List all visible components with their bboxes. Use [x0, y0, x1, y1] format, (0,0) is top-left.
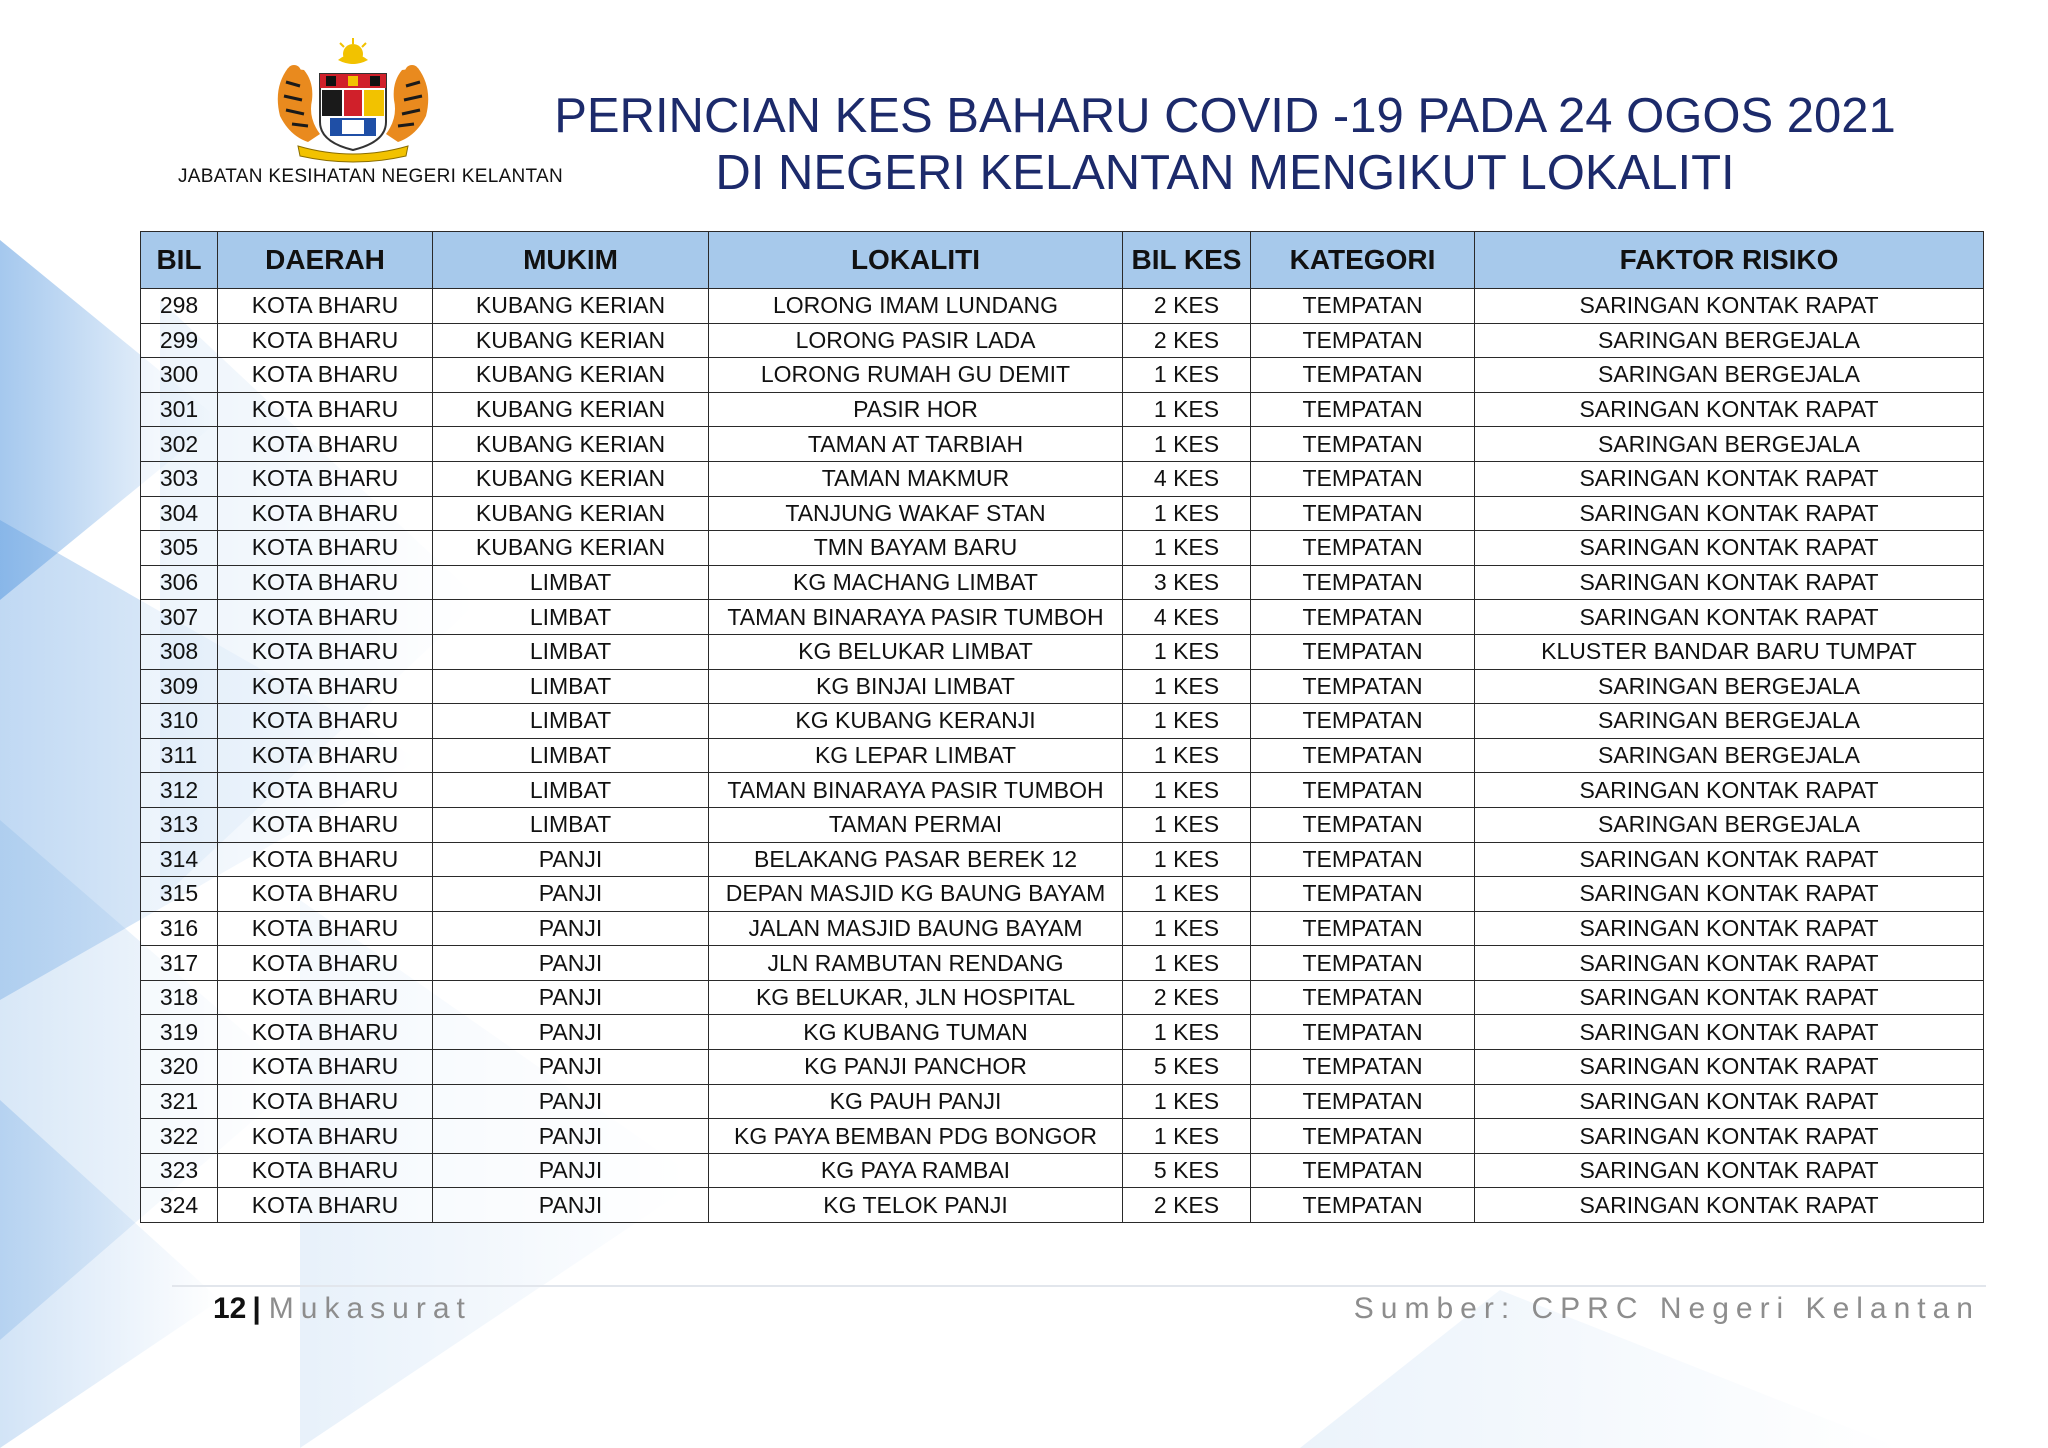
table-row [141, 704, 1984, 739]
kategori-cell: TEMPATAN [1251, 289, 1475, 324]
daerah-cell: KOTA BHARU [218, 427, 433, 462]
faktor-risiko-cell: SARINGAN BERGEJALA [1475, 807, 1984, 842]
table-row [141, 358, 1984, 393]
kategori-cell: TEMPATAN [1251, 531, 1475, 566]
footer-divider [172, 1285, 1986, 1287]
table-row [141, 289, 1984, 324]
kategori-cell: TEMPATAN [1251, 1153, 1475, 1188]
column-header: BIL KES [1123, 232, 1251, 289]
mukim-cell: PANJI [433, 842, 709, 877]
lokaliti-cell: JLN RAMBUTAN RENDANG [709, 946, 1123, 981]
lokaliti-cell: BELAKANG PASAR BEREK 12 [709, 842, 1123, 877]
mukim-cell: PANJI [433, 1050, 709, 1085]
cases-table [140, 231, 1984, 1223]
lokaliti-cell: TAMAN PERMAI [709, 807, 1123, 842]
bil-kes-cell: 5 KES [1123, 1153, 1251, 1188]
mukim-cell: LIMBAT [433, 807, 709, 842]
daerah-cell: KOTA BHARU [218, 358, 433, 393]
kategori-cell: TEMPATAN [1251, 807, 1475, 842]
mukim-cell: KUBANG KERIAN [433, 289, 709, 324]
faktor-risiko-cell: SARINGAN KONTAK RAPAT [1475, 1050, 1984, 1085]
lokaliti-cell: KG BELUKAR, JLN HOSPITAL [709, 980, 1123, 1015]
faktor-risiko-cell: SARINGAN KONTAK RAPAT [1475, 600, 1984, 635]
daerah-cell: KOTA BHARU [218, 773, 433, 808]
mukim-cell: KUBANG KERIAN [433, 323, 709, 358]
bil-cell: 300 [141, 358, 218, 393]
table-row [141, 773, 1984, 808]
faktor-risiko-cell: SARINGAN KONTAK RAPAT [1475, 531, 1984, 566]
mukim-cell: KUBANG KERIAN [433, 461, 709, 496]
lokaliti-cell: KG KUBANG TUMAN [709, 1015, 1123, 1050]
bil-cell: 310 [141, 704, 218, 739]
kategori-cell: TEMPATAN [1251, 323, 1475, 358]
bil-kes-cell: 1 KES [1123, 496, 1251, 531]
bil-kes-cell: 5 KES [1123, 1050, 1251, 1085]
daerah-cell: KOTA BHARU [218, 289, 433, 324]
table-row [141, 427, 1984, 462]
kategori-cell: TEMPATAN [1251, 1050, 1475, 1085]
bil-cell: 324 [141, 1188, 218, 1223]
table-row [141, 600, 1984, 635]
faktor-risiko-cell: SARINGAN KONTAK RAPAT [1475, 1084, 1984, 1119]
lokaliti-cell: KG TELOK PANJI [709, 1188, 1123, 1223]
daerah-cell: KOTA BHARU [218, 1188, 433, 1223]
bil-cell: 306 [141, 565, 218, 600]
bil-kes-cell: 1 KES [1123, 1015, 1251, 1050]
bil-kes-cell: 1 KES [1123, 358, 1251, 393]
table-row [141, 669, 1984, 704]
kategori-cell: TEMPATAN [1251, 1084, 1475, 1119]
daerah-cell: KOTA BHARU [218, 911, 433, 946]
lokaliti-cell: KG BELUKAR LIMBAT [709, 634, 1123, 669]
bil-kes-cell: 4 KES [1123, 461, 1251, 496]
table-body [141, 289, 1984, 1223]
lokaliti-cell: TMN BAYAM BARU [709, 531, 1123, 566]
lokaliti-cell: PASIR HOR [709, 392, 1123, 427]
daerah-cell: KOTA BHARU [218, 323, 433, 358]
title-line-1: PERINCIAN KES BAHARU COVID -19 PADA 24 OGOS 2021 [554, 89, 1896, 143]
lokaliti-cell: KG PANJI PANCHOR [709, 1050, 1123, 1085]
bil-cell: 320 [141, 1050, 218, 1085]
faktor-risiko-cell: SARINGAN KONTAK RAPAT [1475, 1015, 1984, 1050]
kategori-cell: TEMPATAN [1251, 773, 1475, 808]
lokaliti-cell: KG KUBANG KERANJI [709, 704, 1123, 739]
bil-kes-cell: 2 KES [1123, 1188, 1251, 1223]
lokaliti-cell: KG BINJAI LIMBAT [709, 669, 1123, 704]
bil-cell: 323 [141, 1153, 218, 1188]
faktor-risiko-cell: SARINGAN BERGEJALA [1475, 704, 1984, 739]
kategori-cell: TEMPATAN [1251, 738, 1475, 773]
daerah-cell: KOTA BHARU [218, 807, 433, 842]
bil-kes-cell: 1 KES [1123, 807, 1251, 842]
mukim-cell: PANJI [433, 1015, 709, 1050]
mukim-cell: LIMBAT [433, 738, 709, 773]
bil-cell: 299 [141, 323, 218, 358]
mukim-cell: LIMBAT [433, 669, 709, 704]
lokaliti-cell: KG PAUH PANJI [709, 1084, 1123, 1119]
lokaliti-cell: JALAN MASJID BAUNG BAYAM [709, 911, 1123, 946]
kategori-cell: TEMPATAN [1251, 946, 1475, 981]
faktor-risiko-cell: SARINGAN BERGEJALA [1475, 358, 1984, 393]
kategori-cell: TEMPATAN [1251, 1188, 1475, 1223]
bil-cell: 309 [141, 669, 218, 704]
faktor-risiko-cell: KLUSTER BANDAR BARU TUMPAT [1475, 634, 1984, 669]
table-row [141, 1153, 1984, 1188]
organization-name: JABATAN KESIHATAN NEGERI KELANTAN [178, 166, 564, 187]
faktor-risiko-cell: SARINGAN KONTAK RAPAT [1475, 461, 1984, 496]
mukim-cell: PANJI [433, 877, 709, 912]
mukim-cell: KUBANG KERIAN [433, 358, 709, 393]
table-row [141, 565, 1984, 600]
lokaliti-cell: TANJUNG WAKAF STAN [709, 496, 1123, 531]
bil-kes-cell: 3 KES [1123, 565, 1251, 600]
daerah-cell: KOTA BHARU [218, 842, 433, 877]
bil-cell: 303 [141, 461, 218, 496]
table-row [141, 1084, 1984, 1119]
kategori-cell: TEMPATAN [1251, 565, 1475, 600]
bil-kes-cell: 1 KES [1123, 1084, 1251, 1119]
faktor-risiko-cell: SARINGAN KONTAK RAPAT [1475, 496, 1984, 531]
bil-cell: 316 [141, 911, 218, 946]
faktor-risiko-cell: SARINGAN KONTAK RAPAT [1475, 1119, 1984, 1154]
kategori-cell: TEMPATAN [1251, 427, 1475, 462]
mukim-cell: PANJI [433, 1119, 709, 1154]
bil-kes-cell: 1 KES [1123, 634, 1251, 669]
table-row [141, 738, 1984, 773]
daerah-cell: KOTA BHARU [218, 565, 433, 600]
table-row [141, 877, 1984, 912]
mukim-cell: PANJI [433, 911, 709, 946]
daerah-cell: KOTA BHARU [218, 1153, 433, 1188]
table-row [141, 323, 1984, 358]
bil-cell: 312 [141, 773, 218, 808]
kategori-cell: TEMPATAN [1251, 600, 1475, 635]
bil-kes-cell: 1 KES [1123, 1119, 1251, 1154]
table-row [141, 531, 1984, 566]
table-row [141, 461, 1984, 496]
faktor-risiko-cell: SARINGAN BERGEJALA [1475, 427, 1984, 462]
bil-cell: 319 [141, 1015, 218, 1050]
daerah-cell: KOTA BHARU [218, 392, 433, 427]
bil-cell: 305 [141, 531, 218, 566]
lokaliti-cell: LORONG PASIR LADA [709, 323, 1123, 358]
lokaliti-cell: KG MACHANG LIMBAT [709, 565, 1123, 600]
lokaliti-cell: TAMAN AT TARBIAH [709, 427, 1123, 462]
bil-kes-cell: 1 KES [1123, 531, 1251, 566]
bil-kes-cell: 1 KES [1123, 427, 1251, 462]
bil-kes-cell: 2 KES [1123, 980, 1251, 1015]
kategori-cell: TEMPATAN [1251, 634, 1475, 669]
bil-kes-cell: 1 KES [1123, 911, 1251, 946]
mukim-cell: LIMBAT [433, 773, 709, 808]
faktor-risiko-cell: SARINGAN KONTAK RAPAT [1475, 289, 1984, 324]
bil-kes-cell: 1 KES [1123, 946, 1251, 981]
kategori-cell: TEMPATAN [1251, 669, 1475, 704]
lokaliti-cell: LORONG IMAM LUNDANG [709, 289, 1123, 324]
column-header: BIL [141, 232, 218, 289]
table-row [141, 1119, 1984, 1154]
kategori-cell: TEMPATAN [1251, 496, 1475, 531]
faktor-risiko-cell: SARINGAN KONTAK RAPAT [1475, 1153, 1984, 1188]
bil-cell: 318 [141, 980, 218, 1015]
daerah-cell: KOTA BHARU [218, 980, 433, 1015]
column-header: MUKIM [433, 232, 709, 289]
kategori-cell: TEMPATAN [1251, 980, 1475, 1015]
faktor-risiko-cell: SARINGAN KONTAK RAPAT [1475, 1188, 1984, 1223]
bil-kes-cell: 2 KES [1123, 323, 1251, 358]
daerah-cell: KOTA BHARU [218, 877, 433, 912]
mukim-cell: LIMBAT [433, 565, 709, 600]
kategori-cell: TEMPATAN [1251, 1119, 1475, 1154]
page-separator: | [252, 1292, 261, 1325]
bil-kes-cell: 1 KES [1123, 877, 1251, 912]
faktor-risiko-cell: SARINGAN KONTAK RAPAT [1475, 877, 1984, 912]
mukim-cell: KUBANG KERIAN [433, 531, 709, 566]
mukim-cell: PANJI [433, 1084, 709, 1119]
page-indicator [213, 1292, 472, 1326]
bil-kes-cell: 1 KES [1123, 392, 1251, 427]
daerah-cell: KOTA BHARU [218, 531, 433, 566]
table-row [141, 1188, 1984, 1223]
faktor-risiko-cell: SARINGAN BERGEJALA [1475, 738, 1984, 773]
faktor-risiko-cell: SARINGAN KONTAK RAPAT [1475, 946, 1984, 981]
bil-kes-cell: 1 KES [1123, 842, 1251, 877]
column-header: DAERAH [218, 232, 433, 289]
faktor-risiko-cell: SARINGAN KONTAK RAPAT [1475, 565, 1984, 600]
faktor-risiko-cell: SARINGAN KONTAK RAPAT [1475, 842, 1984, 877]
table-row [141, 842, 1984, 877]
table-row [141, 946, 1984, 981]
kategori-cell: TEMPATAN [1251, 704, 1475, 739]
mukim-cell: LIMBAT [433, 704, 709, 739]
bil-cell: 301 [141, 392, 218, 427]
bil-cell: 313 [141, 807, 218, 842]
faktor-risiko-cell: SARINGAN KONTAK RAPAT [1475, 911, 1984, 946]
daerah-cell: KOTA BHARU [218, 600, 433, 635]
title-line-2: DI NEGERI KELANTAN MENGIKUT LOKALITI [715, 146, 1735, 200]
daerah-cell: KOTA BHARU [218, 1050, 433, 1085]
lokaliti-cell: TAMAN BINARAYA PASIR TUMBOH [709, 773, 1123, 808]
page-word: Mukasurat [268, 1292, 472, 1325]
kategori-cell: TEMPATAN [1251, 1015, 1475, 1050]
mukim-cell: PANJI [433, 980, 709, 1015]
kategori-cell: TEMPATAN [1251, 911, 1475, 946]
bil-kes-cell: 1 KES [1123, 704, 1251, 739]
kategori-cell: TEMPATAN [1251, 877, 1475, 912]
document-header [0, 0, 2048, 220]
mukim-cell: KUBANG KERIAN [433, 392, 709, 427]
bil-cell: 307 [141, 600, 218, 635]
faktor-risiko-cell: SARINGAN KONTAK RAPAT [1475, 980, 1984, 1015]
daerah-cell: KOTA BHARU [218, 634, 433, 669]
bil-cell: 308 [141, 634, 218, 669]
lokaliti-cell: TAMAN MAKMUR [709, 461, 1123, 496]
table-row [141, 392, 1984, 427]
faktor-risiko-cell: SARINGAN BERGEJALA [1475, 323, 1984, 358]
mukim-cell: KUBANG KERIAN [433, 496, 709, 531]
lokaliti-cell: LORONG RUMAH GU DEMIT [709, 358, 1123, 393]
kategori-cell: TEMPATAN [1251, 392, 1475, 427]
table-row [141, 980, 1984, 1015]
table-row [141, 911, 1984, 946]
mukim-cell: PANJI [433, 1188, 709, 1223]
faktor-risiko-cell: SARINGAN KONTAK RAPAT [1475, 773, 1984, 808]
daerah-cell: KOTA BHARU [218, 1084, 433, 1119]
bil-cell: 315 [141, 877, 218, 912]
table-row [141, 1050, 1984, 1085]
daerah-cell: KOTA BHARU [218, 704, 433, 739]
page-title [530, 88, 1920, 202]
header-row [141, 232, 1984, 289]
page-number: 12 [213, 1292, 247, 1325]
lokaliti-cell: KG PAYA RAMBAI [709, 1153, 1123, 1188]
daerah-cell: KOTA BHARU [218, 738, 433, 773]
lokaliti-cell: KG LEPAR LIMBAT [709, 738, 1123, 773]
daerah-cell: KOTA BHARU [218, 669, 433, 704]
table-row [141, 496, 1984, 531]
table-header [141, 232, 1984, 289]
lokaliti-cell: DEPAN MASJID KG BAUNG BAYAM [709, 877, 1123, 912]
bil-cell: 298 [141, 289, 218, 324]
bil-cell: 314 [141, 842, 218, 877]
bil-cell: 304 [141, 496, 218, 531]
mukim-cell: KUBANG KERIAN [433, 427, 709, 462]
faktor-risiko-cell: SARINGAN KONTAK RAPAT [1475, 392, 1984, 427]
table-row [141, 807, 1984, 842]
coat-of-arms-icon [268, 38, 438, 166]
column-header: LOKALITI [709, 232, 1123, 289]
bil-cell: 317 [141, 946, 218, 981]
bil-kes-cell: 1 KES [1123, 669, 1251, 704]
daerah-cell: KOTA BHARU [218, 946, 433, 981]
bil-kes-cell: 2 KES [1123, 289, 1251, 324]
column-header: KATEGORI [1251, 232, 1475, 289]
table-row [141, 634, 1984, 669]
mukim-cell: PANJI [433, 1153, 709, 1188]
kategori-cell: TEMPATAN [1251, 842, 1475, 877]
daerah-cell: KOTA BHARU [218, 496, 433, 531]
daerah-cell: KOTA BHARU [218, 1119, 433, 1154]
bil-cell: 311 [141, 738, 218, 773]
bil-cell: 322 [141, 1119, 218, 1154]
mukim-cell: LIMBAT [433, 600, 709, 635]
bil-cell: 321 [141, 1084, 218, 1119]
bil-cell: 302 [141, 427, 218, 462]
daerah-cell: KOTA BHARU [218, 1015, 433, 1050]
faktor-risiko-cell: SARINGAN BERGEJALA [1475, 669, 1984, 704]
column-header: FAKTOR RISIKO [1475, 232, 1984, 289]
daerah-cell: KOTA BHARU [218, 461, 433, 496]
mukim-cell: LIMBAT [433, 634, 709, 669]
bil-kes-cell: 1 KES [1123, 773, 1251, 808]
bil-kes-cell: 1 KES [1123, 738, 1251, 773]
kategori-cell: TEMPATAN [1251, 461, 1475, 496]
source-note: Sumber: CPRC Negeri Kelantan [1353, 1292, 1980, 1325]
lokaliti-cell: TAMAN BINARAYA PASIR TUMBOH [709, 600, 1123, 635]
table-row [141, 1015, 1984, 1050]
bil-kes-cell: 4 KES [1123, 600, 1251, 635]
kategori-cell: TEMPATAN [1251, 358, 1475, 393]
mukim-cell: PANJI [433, 946, 709, 981]
lokaliti-cell: KG PAYA BEMBAN PDG BONGOR [709, 1119, 1123, 1154]
